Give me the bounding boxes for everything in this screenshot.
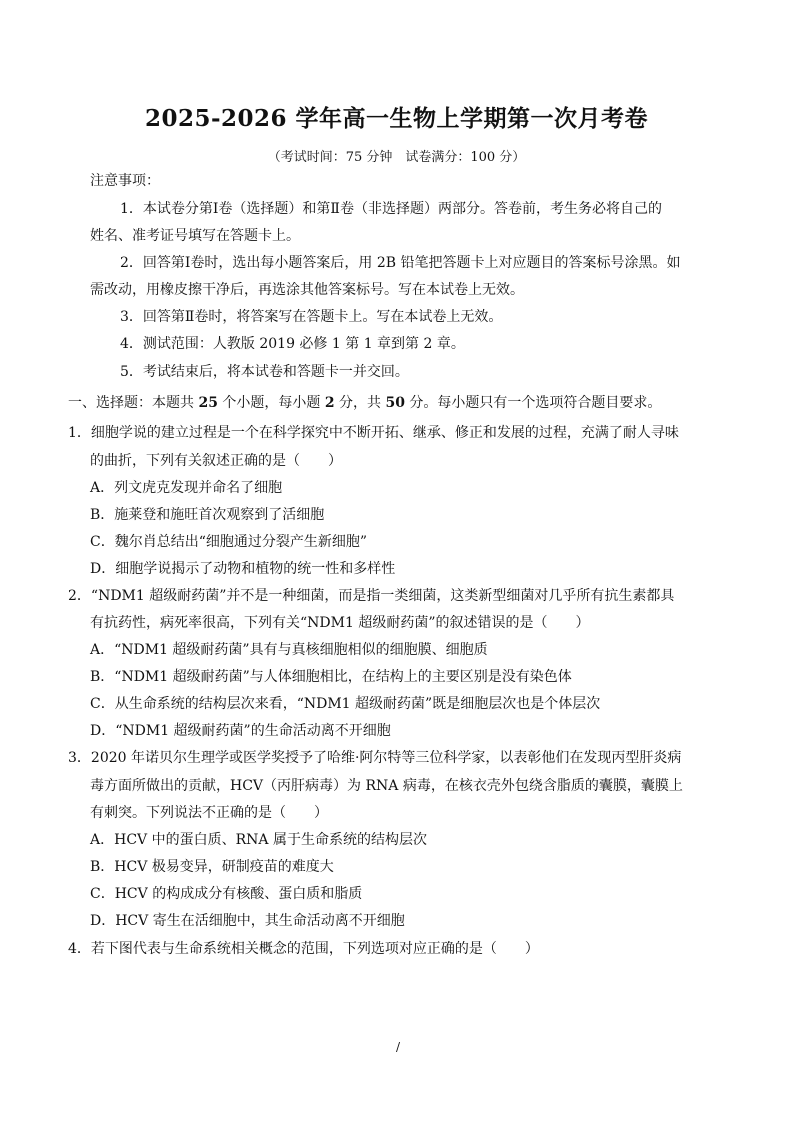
note-item: 姓名、准考证号填写在答题卡上。 — [90, 228, 300, 244]
question-3-option-d: D．HCV 寄生在活细胞中，其生命活动离不开细胞 — [90, 913, 405, 929]
note-item: 4．测试范围：人教版 2019 必修 1 第 1 章到第 2 章。 — [120, 336, 465, 352]
question-1-option-c: C．魏尔肖总结出“细胞通过分裂产生新细胞” — [90, 534, 368, 550]
question-2-option-a: A．“NDM1 超级耐药菌”具有与真核细胞相似的细胞膜、细胞质 — [90, 642, 488, 658]
question-3-option-a: A．HCV 中的蛋白质、RNA 属于生命系统的结构层次 — [90, 832, 427, 848]
question-3-stem: 3．2020 年诺贝尔生理学或医学奖授予了哈维·阿尔特等三位科学家，以表彰他们在发现丙型肝炎病 — [68, 750, 682, 766]
question-2-option-d: D．“NDM1 超级耐药菌”的生命活动离不开细胞 — [90, 723, 391, 739]
question-1-option-a: A．列文虎克发现并命名了细胞 — [90, 480, 283, 496]
question-3-stem: 有刺突。下列说法不正确的是（ ） — [90, 805, 328, 821]
question-1-stem: 的曲折，下列有关叙述正确的是（ ） — [90, 453, 342, 469]
notes-heading: 注意事项： — [90, 173, 160, 189]
question-2-stem: 2．“NDM1 超级耐药菌”并不是一种细菌，而是指一类细菌，这类新型细菌对几乎所有抗生素都具 — [68, 588, 675, 604]
page-number: / — [396, 1040, 401, 1054]
note-item: 3．回答第Ⅱ卷时，将答案写在答题卡上。写在本试卷上无效。 — [120, 309, 503, 325]
question-3-option-b: B．HCV 极易变异，研制疫苗的难度大 — [90, 859, 334, 875]
note-item: 1．本试卷分第Ⅰ卷（选择题）和第Ⅱ卷（非选择题）两部分。答卷前，考生务必将自己的 — [120, 201, 662, 217]
exam-info: （考试时间：75 分钟 试卷满分：100 分） — [267, 150, 526, 165]
section-heading: 一、选择题：本题共 25 个小题，每小题 2 分，共 50 分。每小题只有一个选项符合题目要求。 — [68, 395, 662, 411]
note-item: 2．回答第Ⅰ卷时，选出每小题答案后，用 2B 铅笔把答题卡上对应题目的答案标号涂黑。如 — [120, 255, 681, 271]
question-3-option-c: C．HCV 的构成成分有核酸、蛋白质和脂质 — [90, 886, 363, 902]
points-each: 2 — [324, 395, 335, 411]
note-item: 需改动，用橡皮擦干净后，再选涂其他答案标号。写在本试卷上无效。 — [90, 282, 524, 298]
question-1-option-b: B．施莱登和施旺首次观察到了活细胞 — [90, 507, 325, 523]
question-2-option-b: B．“NDM1 超级耐药菌”与人体细胞相比，在结构上的主要区别是没有染色体 — [90, 669, 572, 685]
question-4-stem: 4．若下图代表与生命系统相关概念的范围，下列选项对应正确的是（ ） — [68, 941, 539, 957]
page-title: 2025-2026 学年高一生物上学期第一次月考卷 — [144, 105, 649, 132]
question-1-option-d: D．细胞学说揭示了动物和植物的统一性和多样性 — [90, 561, 396, 577]
total-points: 50 — [385, 395, 405, 411]
question-2-option-c: C．从生命系统的结构层次来看，“NDM1 超级耐药菌”既是细胞层次也是个体层次 — [90, 696, 601, 712]
question-2-stem: 有抗药性，病死率很高，下列有关“NDM1 超级耐药菌”的叙述错误的是（ ） — [90, 615, 590, 631]
note-item: 5．考试结束后，将本试卷和答题卡一并交回。 — [120, 364, 409, 380]
question-1-stem: 1．细胞学说的建立过程是一个在科学探究中不断开拓、继承、修正和发展的过程，充满了耐人寻味 — [68, 425, 679, 441]
question-count: 25 — [198, 395, 218, 411]
question-3-stem: 毒方面所做出的贡献，HCV（丙肝病毒）为 RNA 病毒，在核衣壳外包绕含脂质的囊膜，囊膜上 — [90, 778, 683, 794]
